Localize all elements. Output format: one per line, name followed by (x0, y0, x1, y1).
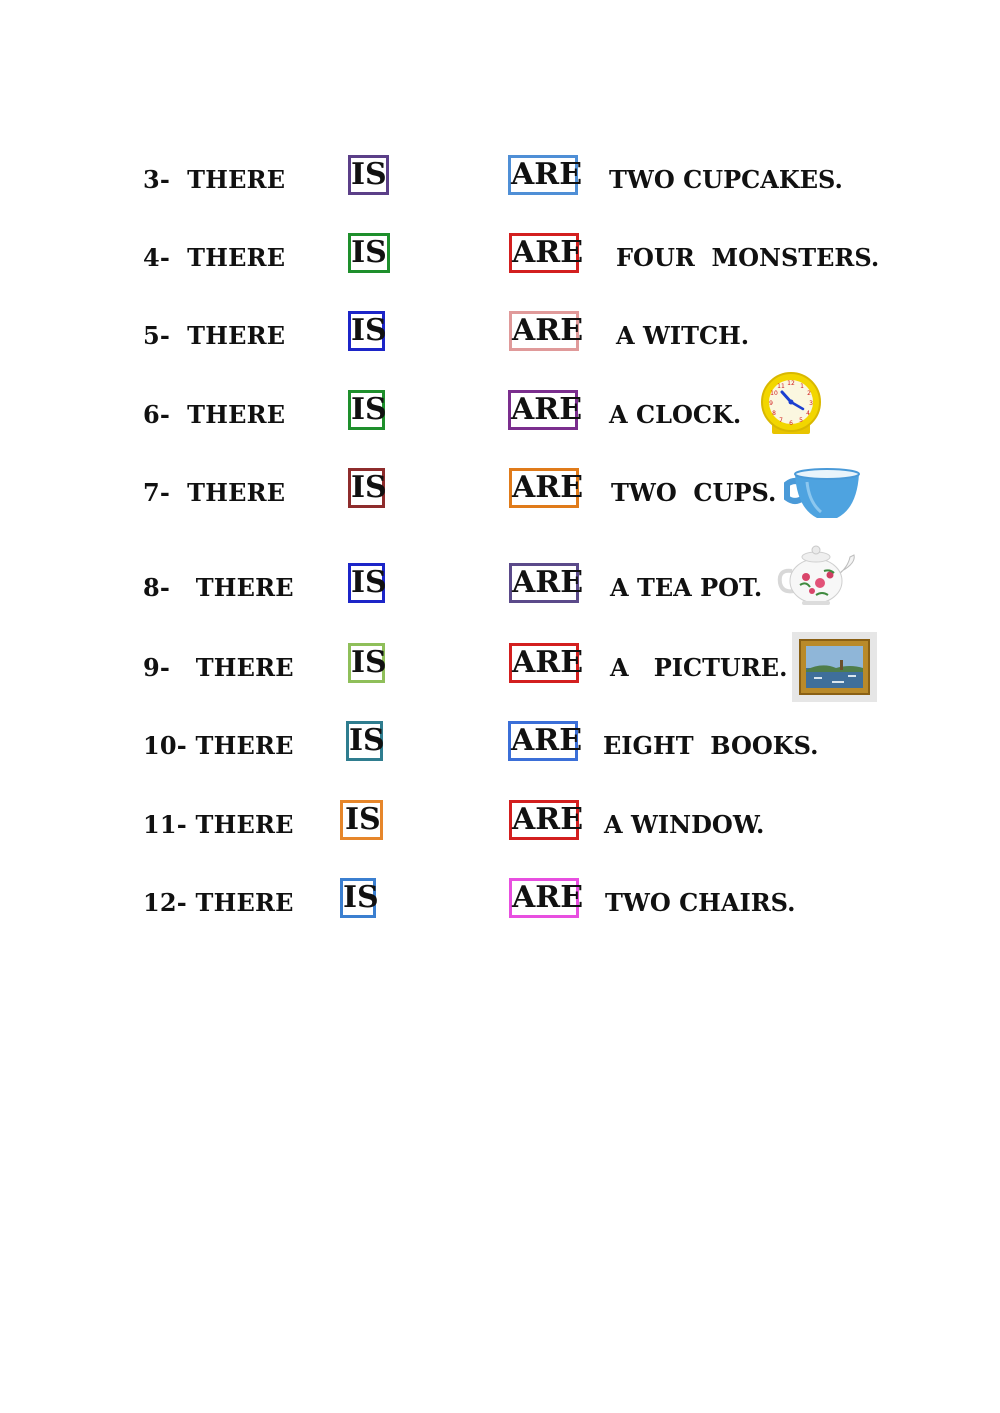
are-option[interactable]: ARE (508, 155, 578, 195)
row-noun: FOUR MONSTERS. (616, 243, 880, 272)
row-prefix: 5- THERE (143, 321, 286, 350)
is-option[interactable]: IS (348, 643, 385, 683)
row-noun: TWO CUPS. (611, 478, 777, 507)
row-prefix: 8- THERE (143, 573, 294, 602)
are-option[interactable]: ARE (509, 563, 579, 603)
are-option[interactable]: ARE (509, 643, 579, 683)
is-option[interactable]: IS (340, 878, 376, 918)
row-noun: A WINDOW. (604, 810, 765, 839)
svg-text:11: 11 (777, 383, 785, 390)
exercise-row-7 (0, 470, 1000, 538)
row-prefix: 6- THERE (143, 400, 286, 429)
are-option[interactable]: ARE (509, 878, 579, 918)
is-option[interactable]: IS (348, 390, 385, 430)
is-option[interactable]: IS (346, 721, 383, 761)
clock-icon (758, 372, 824, 438)
is-option[interactable]: IS (348, 233, 390, 273)
svg-text:6: 6 (789, 420, 793, 427)
svg-text:4: 4 (806, 410, 810, 417)
svg-text:7: 7 (779, 417, 783, 424)
row-noun: A WITCH. (616, 321, 750, 350)
exercise-row-5 (0, 313, 1000, 381)
row-prefix: 4- THERE (143, 243, 286, 272)
exercise-row-4 (0, 235, 1000, 303)
exercise-row-6 (0, 380, 1000, 460)
are-option[interactable]: ARE (508, 390, 578, 430)
row-noun: A TEA POT. (610, 573, 763, 602)
is-option[interactable]: IS (340, 800, 383, 840)
row-prefix: 9- THERE (143, 653, 294, 682)
are-option[interactable]: ARE (509, 468, 579, 508)
is-option[interactable]: IS (348, 155, 389, 195)
svg-text:9: 9 (769, 400, 773, 407)
row-prefix: 10- THERE (143, 731, 294, 760)
svg-text:12: 12 (787, 380, 795, 387)
is-option[interactable]: IS (348, 311, 385, 351)
svg-text:8: 8 (772, 410, 776, 417)
row-noun: A CLOCK. (609, 400, 742, 429)
svg-text:10: 10 (770, 390, 778, 397)
row-prefix: 7- THERE (143, 478, 286, 507)
row-noun: EIGHT BOOKS. (603, 731, 819, 760)
row-prefix: 12- THERE (143, 888, 294, 917)
svg-text:3: 3 (809, 400, 813, 407)
row-prefix: 3- THERE (143, 165, 286, 194)
exercise-row-9 (0, 645, 1000, 713)
cup-icon (777, 468, 861, 524)
is-option[interactable]: IS (348, 563, 385, 603)
row-noun: A PICTURE. (610, 653, 788, 682)
svg-text:2: 2 (807, 390, 811, 397)
exercise-row-8 (0, 565, 1000, 633)
is-option[interactable]: IS (348, 468, 385, 508)
row-noun: TWO CUPCAKES. (609, 165, 843, 194)
row-noun: TWO CHAIRS. (605, 888, 796, 917)
teapot-icon (776, 541, 858, 607)
are-option[interactable]: ARE (509, 311, 579, 351)
are-option[interactable]: ARE (509, 800, 579, 840)
exercise-row-3 (0, 157, 1000, 225)
exercise-row-10 (0, 723, 1000, 791)
row-prefix: 11- THERE (143, 810, 294, 839)
are-option[interactable]: ARE (509, 233, 579, 273)
svg-text:5: 5 (799, 417, 803, 424)
are-option[interactable]: ARE (508, 721, 578, 761)
exercise-row-11 (0, 802, 1000, 870)
picture-icon (792, 632, 877, 702)
svg-text:1: 1 (800, 383, 804, 390)
exercise-row-12 (0, 880, 1000, 948)
